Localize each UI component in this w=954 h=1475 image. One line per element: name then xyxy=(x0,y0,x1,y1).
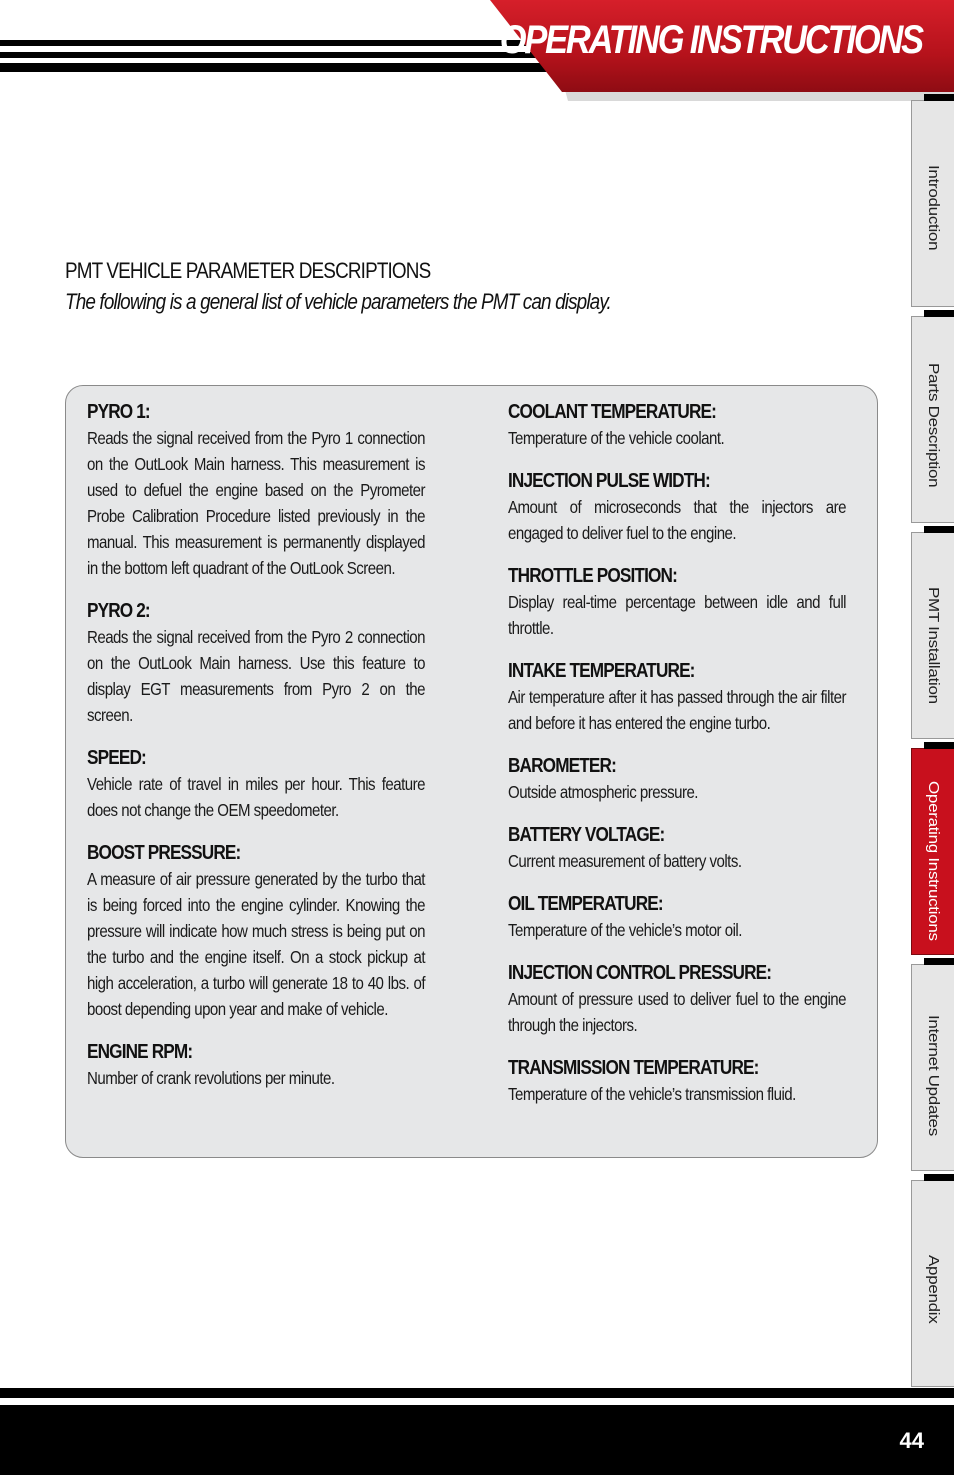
tab-label: Operating Instructions xyxy=(925,781,942,941)
parameter-entry xyxy=(508,822,846,874)
parameter-entry xyxy=(508,753,846,805)
parameter-heading: TRANSMISSION TEMPERATURE: xyxy=(508,1057,759,1079)
parameter-entry xyxy=(87,399,425,581)
parameter-heading: PYRO 1: xyxy=(87,401,150,423)
header-stripe-middle xyxy=(0,52,560,58)
header-stripe-bottom xyxy=(0,63,560,72)
parameter-entry xyxy=(87,840,425,1022)
tab-label: Internet Updates xyxy=(925,1015,942,1136)
left-column xyxy=(87,399,425,1108)
tab-operating-instructions[interactable] xyxy=(911,748,954,955)
parameter-entry xyxy=(87,1039,425,1091)
parameter-description: Outside atmospheric pressure. xyxy=(508,782,698,802)
parameter-description: Vehicle rate of travel in miles per hour. This feature does not change the OEM speedometer. xyxy=(87,774,425,820)
section-title: PMT VEHICLE PARAMETER DESCRIPTIONS xyxy=(65,258,431,283)
parameter-heading: OIL TEMPERATURE: xyxy=(508,893,663,915)
parameter-entry xyxy=(508,891,846,943)
parameter-heading: THROTTLE POSITION: xyxy=(508,565,677,587)
parameter-heading: BATTERY VOLTAGE: xyxy=(508,824,665,846)
parameter-entry xyxy=(87,745,425,823)
section-subtitle: The following is a general list of vehicle parameters the PMT can display. xyxy=(65,289,611,314)
footer-stripe xyxy=(0,1388,954,1398)
parameter-heading: SPEED: xyxy=(87,747,146,769)
parameter-description: Air temperature after it has passed through the air filter and before it has entered the engine turbo. xyxy=(508,687,846,733)
tab-label: Appendix xyxy=(925,1255,942,1324)
tab-pmt-installation[interactable] xyxy=(911,532,954,739)
parameter-heading: BOOST PRESSURE: xyxy=(87,842,241,864)
tab-label: PMT Installation xyxy=(925,587,942,704)
parameter-entry xyxy=(508,563,846,641)
parameter-description: Number of crank revolutions per minute. xyxy=(87,1068,335,1088)
tab-parts-description[interactable] xyxy=(911,316,954,523)
parameter-descriptions-box xyxy=(65,385,878,1158)
tab-introduction[interactable] xyxy=(911,100,954,307)
right-column xyxy=(508,399,846,1124)
parameter-description: Display real-time percentage between idle and full throttle. xyxy=(508,592,846,638)
parameter-heading: COOLANT TEMPERATURE: xyxy=(508,401,716,423)
parameter-description: Current measurement of battery volts. xyxy=(508,851,742,871)
parameter-entry xyxy=(508,468,846,546)
parameter-entry xyxy=(508,960,846,1038)
parameter-heading: PYRO 2: xyxy=(87,600,150,622)
parameter-entry xyxy=(508,658,846,736)
parameter-entry xyxy=(87,598,425,728)
parameter-description: Temperature of the vehicle’s transmission fluid. xyxy=(508,1084,796,1104)
parameter-description: A measure of air pressure generated by the turbo that is being forced into the engine cylinder. Knowing the pressure will indicate how much stress is being put on the turbo and the engine itself. On a stock pickup at high acceleration, a turbo will generate 18 to 40 lbs. of boost depending upon year and make of vehicle. xyxy=(87,869,425,1019)
header-stripe-top xyxy=(0,40,560,46)
footer-bar xyxy=(0,1405,954,1475)
parameter-description: Temperature of the vehicle coolant. xyxy=(508,428,725,448)
parameter-description: Temperature of the vehicle’s motor oil. xyxy=(508,920,742,940)
tab-appendix[interactable] xyxy=(911,1180,954,1387)
page-title: OPERATING INSTRUCTIONS xyxy=(499,18,922,62)
parameter-heading: BAROMETER: xyxy=(508,755,616,777)
parameter-description: Amount of pressure used to deliver fuel to the engine through the injectors. xyxy=(508,989,846,1035)
parameter-heading: INJECTION CONTROL PRESSURE: xyxy=(508,962,772,984)
tab-label: Parts Description xyxy=(925,363,942,488)
parameter-entry xyxy=(508,399,846,451)
parameter-description: Amount of microseconds that the injectors are engaged to deliver fuel to the engine. xyxy=(508,497,846,543)
parameter-heading: ENGINE RPM: xyxy=(87,1041,193,1063)
parameter-description: Reads the signal received from the Pyro 1 connection on the OutLook Main harness. This measurement is used to defuel the engine based on the Pyrometer Probe Calibration Procedure listed previously in the manual. This measurement is permanently displayed in the bottom left quadrant of the OutLook Screen. xyxy=(87,428,425,578)
parameter-entry xyxy=(508,1055,846,1107)
tab-label: Introduction xyxy=(925,165,942,251)
parameter-description: Reads the signal received from the Pyro 2 connection on the OutLook Main harness. Use this feature to display EGT measurements from Pyro 2 on the screen. xyxy=(87,627,425,725)
tab-internet-updates[interactable] xyxy=(911,964,954,1171)
page-number: 44 xyxy=(899,1428,924,1453)
parameter-heading: INTAKE TEMPERATURE: xyxy=(508,660,695,682)
parameter-heading: INJECTION PULSE WIDTH: xyxy=(508,470,710,492)
